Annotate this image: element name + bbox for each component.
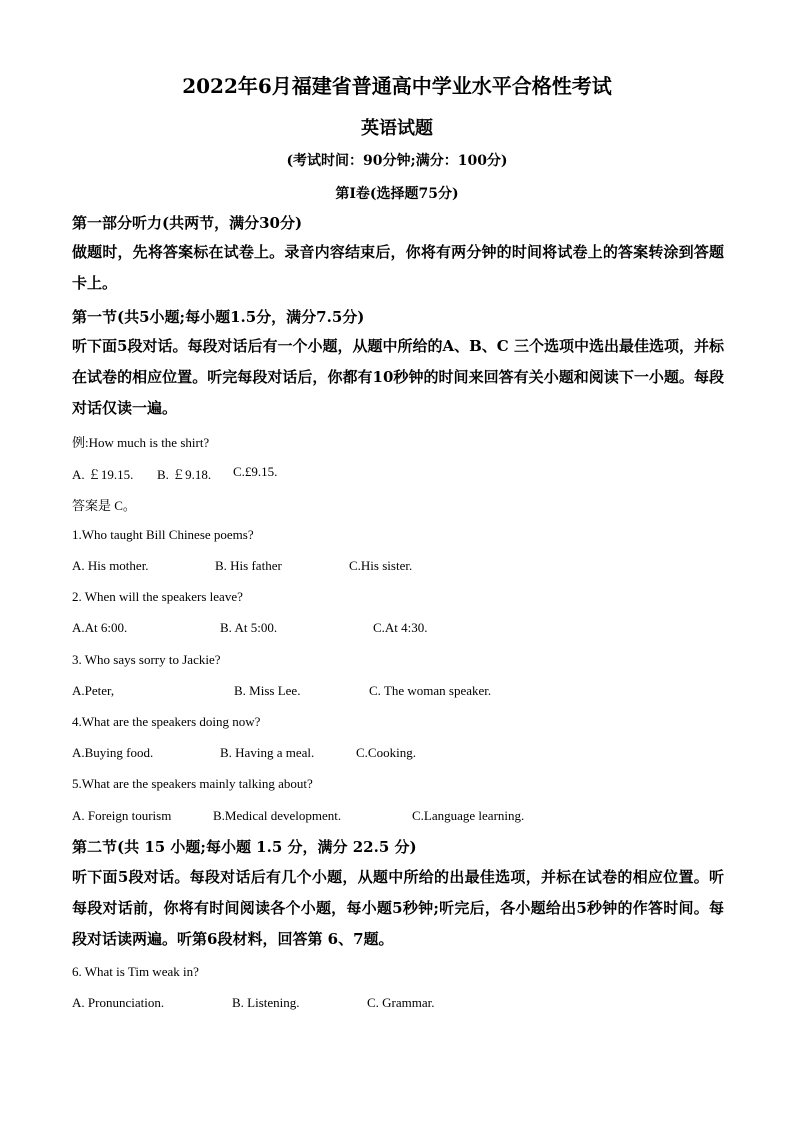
question-3: 3. Who says sorry to Jackie?	[72, 652, 221, 667]
q3-option-a: A.Peter,	[72, 683, 115, 698]
q4-option-a: A.Buying food.	[72, 745, 154, 760]
q2-option-b: B. At 5:00.	[220, 620, 278, 635]
question-5: 5.What are the speakers mainly talking about?	[72, 776, 313, 791]
q2-option-a: A.At 6:00.	[72, 620, 128, 635]
example-option-a: A. ￡19.15.	[72, 467, 134, 482]
q5-option-c: C.Language learning.	[412, 808, 525, 823]
part1-heading: 第一部分听力(共两节，满分30分)	[72, 214, 303, 232]
q1-option-c: C.His sister.	[349, 558, 413, 573]
q1-option-b: B. His father	[215, 558, 282, 573]
q6-option-a: A. Pronunciation.	[72, 995, 165, 1010]
volume-title: 第I卷(选择题75分)	[335, 186, 459, 202]
example-answer: 答案是 C。	[72, 498, 136, 513]
question-1: 1.Who taught Bill Chinese poems?	[72, 527, 254, 542]
section2-heading: 第二节(共 15 小题;每小题 1.5 分，满分 22.5 分)	[72, 838, 417, 856]
q3-option-c: C. The woman speaker.	[369, 683, 492, 698]
q4-option-b: B. Having a meal.	[220, 745, 315, 760]
q3-option-b: B. Miss Lee.	[234, 683, 301, 698]
q5-option-a: A. Foreign tourism	[72, 808, 172, 823]
q6-option-c: C. Grammar.	[367, 995, 435, 1010]
exam-title: 2022年6月福建省普通高中学业水平合格性考试	[182, 74, 612, 98]
q5-option-b: B.Medical development.	[213, 808, 342, 823]
section2-instruction: 听下面5段对话。每段对话后有几个小题，从题中所给的出最佳选项，并标在试卷的相应位置。听每段对话前，你将有时间阅读各个小题，每小题5秒钟;听完后，各小题给出5秒钟的作答时间。每段对话读两遍。听第6段材料，回答第 6、7题。	[72, 868, 724, 948]
question-4: 4.What are the speakers doing now?	[72, 714, 261, 729]
question-6: 6. What is Tim weak in?	[72, 964, 199, 979]
subject-title: 英语试题	[361, 118, 433, 139]
example-option-c: C.£9.15.	[233, 464, 278, 479]
section1-heading: 第一节(共5小题;每小题1.5分，满分7.5分)	[72, 308, 365, 326]
question-2: 2. When will the speakers leave?	[72, 589, 243, 604]
example-option-b: B. ￡9.18.	[157, 467, 212, 482]
section1-instruction: 听下面5段对话。每段对话后有一个小题，从题中所给的A、B、C 三个选项中选出最佳选项，并标在试卷的相应位置。听完每段对话后，你都有10秒钟的时间来回答有关小题和阅读下一小题。每段对话仅读一遍。	[72, 337, 724, 417]
example-question: 例:How much is the shirt?	[72, 435, 210, 450]
part1-instruction: 做题时，先将答案标在试卷上。录音内容结束后，你将有两分钟的时间将试卷上的答案转涂到答题卡上。	[72, 243, 724, 292]
exam-info: (考试时间：90分钟;满分：100分)	[286, 153, 508, 169]
q2-option-c: C.At 4:30.	[373, 620, 428, 635]
q1-option-a: A. His mother.	[72, 558, 149, 573]
q4-option-c: C.Cooking.	[356, 745, 416, 760]
q6-option-b: B. Listening.	[232, 995, 300, 1010]
